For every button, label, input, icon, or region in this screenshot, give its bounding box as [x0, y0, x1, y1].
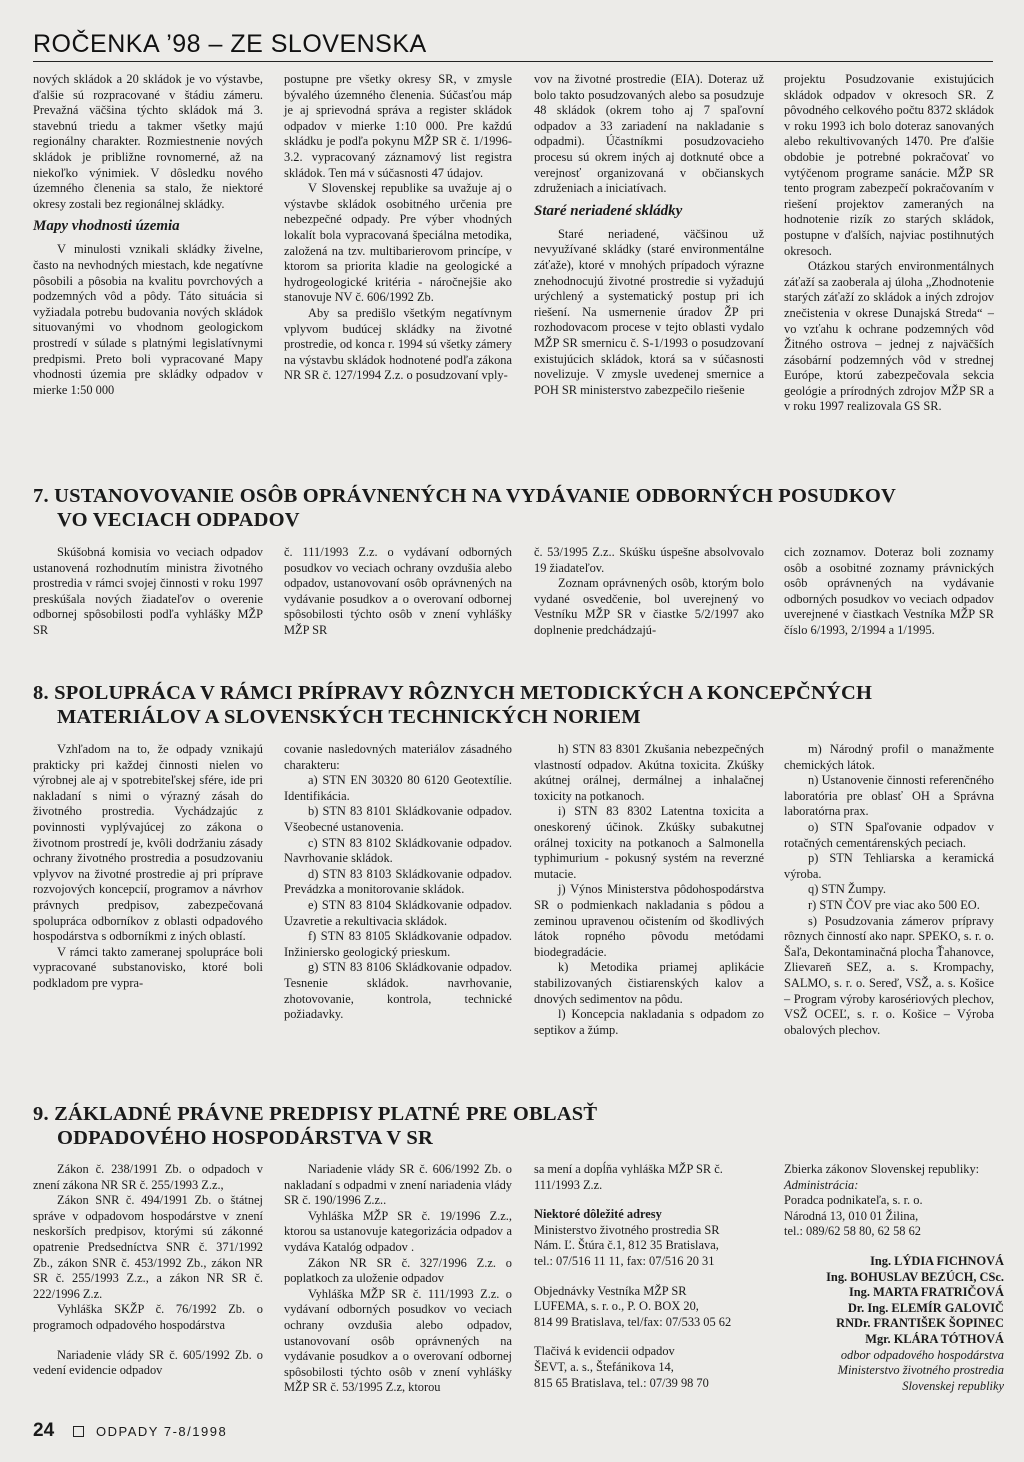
paragraph: sa mení a dopĺňa vyhláška MŽP SR č. 111/1993 Z.z. [534, 1162, 723, 1192]
list-item: e) STN 83 8104 Skládkovanie odpadov. Uzavretie a rekultivacia skládok. [284, 897, 512, 928]
spacer [784, 1240, 1004, 1254]
author-1: Ing. LÝDIA FICHNOVÁ [870, 1253, 1004, 1268]
list-item: Zákon NR SR č. 327/1996 Z.z. o poplatkoch za uloženie odpadov [284, 1255, 512, 1286]
spacer [33, 1334, 263, 1348]
address-poradca: Poradca podnikateľa, s. r. o. Národná 13, 010 01 Žilina, tel.: 089/62 58 80, 62 58 62 [784, 1193, 923, 1239]
list-item: s) Posudzovania zámerov prípravy rôznych činností ako napr. SPEKO, s. r. o. Šaľa, Dekontaminačná plocha Ťahanovce, Zlievareň SEZ, a. s. Krompachy, SALMO, s. r. o. Sereď, VSŽ, a. s. Košice – Program výroby karosériových plechov, VSŽ OCEĽ, s. r. o. Košice – Výroba obalových plechov. [784, 913, 994, 1037]
running-header [33, 30, 993, 62]
list-item: o) STN Spaľovanie odpadov v rotačných cementárenských peciach. [784, 819, 994, 850]
s7-column-3 [534, 545, 764, 639]
list-item: a) STN EN 30320 80 6120 Geotextílie. Identifikácia. [284, 773, 512, 803]
subheading-mapy: Mapy vhodnosti územia [33, 218, 180, 235]
admin-label: Administrácia: [784, 1177, 859, 1192]
paragraph: cich zoznamov. Doteraz boli zoznamy osôb a osobitné zoznamy právnických osôb oprávnených na vydávanie odborných posudkov vo veciach odpadov uverejnené v čiastkach Vestníka MŽP SR číslo 6/1993, 2/1994 a 1/1995. [784, 545, 994, 637]
s7-column-1 [33, 545, 263, 639]
section-9-title-line1: 9. ZÁKLADNÉ PRÁVNE PREDPISY PLATNÉ PRE OBLASŤ [33, 1103, 598, 1125]
list-item: c) STN 83 8102 Skládkovanie odpadov. Navrhovanie skládok. [284, 835, 512, 866]
section-8-title-line2: MATERIÁLOV A SLOVENSKÝCH TECHNICKÝCH NORIEM [57, 706, 641, 728]
list-item: Vyhláška MŽP SR č. 111/1993 Z.z. o vydávaní odborných posudkov vo veciach ochrany ovzdušia alebo odpadov, ustanovovaní osôb oprávnených na vydávanie posudkov a o overovaní odbornej spôsobilosti týchto osôb v znení vyhlášky MŽP SR č. 53/1995 Z.z, ktorou [284, 1286, 512, 1395]
affiliation-2: Ministerstvo životného prostredia [837, 1363, 1004, 1378]
spacer [534, 1330, 764, 1344]
paragraph: Staré neriadené, väčšinou už nevyužívané skládky (staré environmentálne záťaže), ktoré v mnohých prípadoch výrazne znehodnocujú životné prostredie si vyžadujú urýchlený a systematický postup pri ich riešení. Na usmernenie úradov ŽP pri rozhodovacom procese v tejto oblasti vydalo MŽP SR smernicu č. S-1/1993 o posudzovaní existujúcich skládok, ktorá sa v súčasnosti novelizuje. V zmysle uvedenej smernice a POH SR ministerstvo zabezpečilo riešenie [534, 226, 764, 397]
list-item: r) STN ČOV pre viac ako 500 EO. [808, 897, 980, 912]
paragraph: Otázkou starých environmentálnych záťaží sa zaoberala aj úloha „Zhodnotenie starých záťaží zo skládok a iných zdrojov znečistenia v okrese Dunajská Streda“ – vo vzťahu k ochrane podzemných vôd Žitného ostrova – jednej z najväčších zásobární podzemných vôd v strednej Európe, ktorú zabezpečovala sekcia geológie a prírodných zdrojov MŽP SR a v roku 1997 realizovala GS SR. [784, 259, 994, 414]
author-6: Mgr. KLÁRA TÓTHOVÁ [865, 1331, 1004, 1346]
journal-name: ODPADY 7-8/1998 [96, 1424, 228, 1439]
s7-column-4 [784, 545, 994, 639]
list-item: p) STN Tehliarska a keramická výroba. [784, 851, 994, 881]
address-sevt: Tlačivá k evidencii odpadov ŠEVT, a. s., Štefánikova 14, 815 65 Bratislava, tel.: 07/39 98 70 [534, 1344, 709, 1390]
s8-column-1 [33, 742, 263, 992]
subheading-stare: Staré neriadené skládky [534, 202, 683, 219]
s9-column-4 [784, 1162, 1004, 1394]
s7-column-2 [284, 545, 512, 639]
paragraph: Aby sa predišlo všetkým negatívnym vplyvom budúcej skládky na životné prostredie, od konca r. 1994 sú všetky zámery na výstavbu skládok hodnotené podľa zákona NR SR č. 127/1994 Z.z. o posudzovaní vply- [284, 305, 512, 383]
paragraph: V minulosti vznikali skládky živelne, často na nevhodných miestach, kde negatívne pôsobili a pôsobia na kvalitu povrchových a podzemných vôd a pôdy. Táto situácia si vyžiadala potrebu budovania nových skládok situovanými vo vhodnom geologickom prostredí v súlade s platnými legislatívnymi predpismi. Preto boli vypracované Mapy vhodnosti územia pre skládky odpadov v mierke 1:50 000 [33, 242, 263, 397]
list-item: m) Národný profil o manažmente chemických látok. [784, 742, 994, 772]
list-item: n) Ustanovenie činnosti referenčného laboratória pre oblasť OH a Správna laboratórna prax. [784, 773, 994, 819]
address-lufema: Objednávky Vestníka MŽP SR LUFEMA, s. r. o., P. O. BOX 20, 814 99 Bratislava, tel/fax: 07/533 05 62 [534, 1283, 732, 1329]
paragraph: vov na životné prostredie (EIA). Doteraz už bolo takto posudzovaných alebo sa posudzuje 48 skládok (okrem toho aj 7 spaľovní odpadov a 33 zariadení na nakladanie s odpadmi). Účastníkmi posudzovacieho procesu sú okrem iných aj dotknuté obce a verejnosť organizovaná v občianskych združeniach a iniciatívach. [534, 72, 764, 196]
s8-column-2 [284, 742, 512, 1023]
s8-column-3 [534, 742, 764, 1038]
spacer [534, 1193, 764, 1207]
list-item: covanie nasledovných materiálov zásadného charakteru: [284, 742, 512, 772]
top-column-3 [534, 72, 764, 398]
list-item: i) STN 83 8302 Latentna toxicita a oneskorený účinok. Zkúšky subakutnej orálnej toxicity na potkanoch a Salmonella typhimurium - pokusný systém na reverzné mutacie. [534, 804, 764, 881]
list-item: q) STN Žumpy. [808, 882, 887, 897]
section-7-title-line2: VO VECIACH ODPADOV [57, 509, 300, 531]
list-item: k) Metodika priamej aplikácie stabilizovaných čistiarenských kalov a dnových sedimentov na pôdu. [534, 960, 764, 1006]
addresses-heading: Niektoré dôležité adresy [534, 1207, 662, 1222]
top-column-4 [784, 72, 994, 415]
header-title: ROČENKA ’98 – ZE SLOVENSKA [33, 30, 427, 58]
s9-column-1 [33, 1162, 263, 1379]
list-item: d) STN 83 8103 Skládkovanie odpadov. Prevádzka a monitorovanie skládok. [284, 866, 512, 897]
page-number: 24 [33, 1420, 55, 1441]
top-column-2 [284, 72, 512, 384]
paragraph: Vzhľadom na to, že odpady vznikajú prakticky pri každej činnosti nielen vo výrobnej ale aj v spotrebiteľskej sfére, ide pri nakladaní s nimi o výrazný zásah do životného prostredia. Vychádzajúc z povinnosti vyplývajúcej zo zákona o životnom prostredí je, kvôli dodržaniu zásady ochrany životného prostredia a posudzovaniu vplyvov na životné prostredie aj pri príprave rozvojových koncepcií, programov a návrhov právnych predpisov, zabezpečovaná spolupráca odborníkov z oblasti odpadového hospodárstva s odborníkmi z iných oblastí. [33, 742, 263, 944]
list-item: l) Koncepcia nakladania s odpadom zo septikov a žúmp. [534, 1007, 764, 1037]
paragraph: V rámci takto zameranej spolupráce boli vypracované substanovisko, ktoré boli podkladom pre vypra- [33, 944, 263, 990]
page-footer [33, 1420, 227, 1442]
section-8-title-line1: 8. SPOLUPRÁCA V RÁMCI PRÍPRAVY RÔZNYCH METODICKÝCH A KONCEPČNÝCH [33, 682, 873, 704]
paragraph: V Slovenskej republike sa uvažuje aj o výstavbe skládok osobitného určenia pre nebezpečné odpady. Pre výber vhodných lokalít bola vypracovaná špeciálna metodika, založená na tzv. multibarierovom princípe, v ktorom sa priorita kladie na geologické a hydrogeologické kritéria - náročnejšie ako stanovuje NV č. 606/1992 Zb. [284, 181, 512, 305]
list-item: Nariadenie vlády SR č. 605/1992 Zb. o vedení evidencie odpadov [33, 1347, 263, 1378]
paragraph: postupne pre všetky okresy SR, v zmysle bývalého územného členenia. Súčasťou máp je aj sprievodná správa a register skládok odpadov v mierke 1:10 000. Pre každú skládku je podľa pokynu MŽP SR č. 1/1996-3.2. vypracovaný záznamový list registra skládok. Ten má v súčasnosti 47 údajov. [284, 72, 512, 180]
list-item: h) STN 83 8301 Zkušania nebezpečných vlastností odpadov. Akútna toxicita. Zkúšky akútnej orálnej, dermálnej a inhalačnej toxicity na potkanoch. [534, 742, 764, 803]
list-item: j) Výnos Ministerstva pôdohospodárstva SR o podmienkach nakladania s pôdou a zeminou upravenou očistením od škodlivých látok ropného pôvodu metódami biodegradácie. [534, 882, 764, 959]
list-item: Zákon SNR č. 494/1991 Zb. o štátnej správe v odpadovom hospodárstve v znení neskorších predpisov, ktorými sú zákonné opatrenie Predsedníctva SNR č. 371/1992 Zb., zákon SNR č. 453/1992 Zb., zákon NR SR č. 255/1993 Z.z., a zákon NR SR č. 222/1996 Z.z. [33, 1193, 263, 1301]
list-item: Zákon č. 238/1991 Zb. o odpadoch v znení zákona NR SR č. 255/1993 Z.z., [33, 1162, 263, 1192]
paragraph: č. 111/1993 Z.z. o vydávaní odborných posudkov vo veciach ochrany ovzdušia alebo odpadov, ustanovovaní osôb oprávnených na vydávanie posudkov a o overovaní odbornej spôsobilosti týchto osôb v znení vyhlášky MŽP SR [284, 545, 512, 637]
s9-column-3 [534, 1162, 764, 1391]
paragraph: č. 53/1995 Z.z.. Skúšku úspešne absolvovalo 19 žiadateľov. [534, 545, 764, 575]
section-8-heading [33, 681, 872, 729]
list-item: f) STN 83 8105 Skládkovanie odpadov. Inžiniersko geologický prieskum. [284, 929, 512, 959]
s8-column-4 [784, 742, 994, 1038]
s9-column-2 [284, 1162, 512, 1396]
section-7-heading [33, 484, 896, 532]
address-ministry: Ministerstvo životného prostredia SR Nám. Ľ. Štúra č.1, 812 35 Bratislava, tel.: 07/516 11 11, fax: 07/516 20 31 [534, 1222, 720, 1268]
paragraph: Zbierka zákonov Slovenskej republiky: [784, 1162, 980, 1176]
author-3: Ing. MARTA FRATRIČOVÁ [848, 1285, 1004, 1300]
list-item: b) STN 83 8101 Skládkovanie odpadov. Všeobecné ustanovenia. [284, 804, 512, 834]
spacer [534, 1270, 764, 1284]
author-2: Ing. BOHUSLAV BEZÚCH, CSc. [826, 1269, 1004, 1284]
list-item: Nariadenie vlády SR č. 606/1992 Zb. o nakladaní s odpadmi v znení nariadenia vlády SR č. 190/1996 Z.z.. [284, 1162, 512, 1208]
author-4: Dr. Ing. ELEMÍR GALOVIČ [847, 1300, 1004, 1315]
square-icon [73, 1426, 84, 1437]
paragraph: projektu Posudzovanie existujúcich skládok odpadov v okresoch SR. Z pôvodného celkového počtu 8372 skládok v roku 1993 ich bolo doteraz sanovaných alebo rekultivovaných 1470. Pre ďalšie obdobie je potrebné pokračovať vo vytýčenom programe sanácie. MŽP SR tento program zabezpečí pokračovaním v riešení projektov zameraných na hodnotenie rizík zo starých skládok, postupne v ďalších, najviac postihnutých okresoch. [784, 72, 994, 258]
top-column-1 [33, 72, 263, 398]
paragraph: nových skládok a 20 skládok je vo výstavbe, ďalšie sú rozpracované v štádiu zámeru. Prevažná väčšina týchto skládok má 3. stavebnú triedu a takmer všetky majú regionálny charakter. Rozmiestnenie nových skládok je približne rovnomerné, až na niekoľko výnimiek. V dôsledku nového územného členenia sa stalo, že niektoré okresy zostali bez regionálnej skládky. [33, 72, 263, 211]
section-9-title-line2: ODPADOVÉHO HOSPODÁRSTVA V SR [57, 1127, 434, 1149]
affiliation-1: odbor odpadového hospodárstva [840, 1347, 1004, 1362]
list-item: Vyhláška SKŽP č. 76/1992 Zb. o programoch odpadového hospodárstva [33, 1302, 263, 1332]
author-5: RNDr. FRANTIŠEK ŠOPINEC [836, 1316, 1004, 1331]
section-9-heading [33, 1102, 597, 1150]
paragraph: Zoznam oprávnených osôb, ktorým bolo vydané osvedčenie, bol uverejnený vo Vestníku MŽP SR v čiastke 5/2/1997 ako doplnenie predchádzajú- [534, 576, 764, 637]
section-7-title-line1: 7. USTANOVOVANIE OSÔB OPRÁVNENÝCH NA VYDÁVANIE ODBORNÝCH POSUDKOV [33, 485, 897, 507]
list-item: g) STN 83 8106 Skládkovanie odpadov. Tesnenie skládok. navrhovanie, zhotovovanie, kontrola, technické požiadavky. [284, 960, 512, 1022]
paragraph: Skúšobná komisia vo veciach odpadov ustanovená rozhodnutím ministra životného prostredia v rámci svojej činnosti v roku 1997 preskúšala nových žiadateľov o overenie odbornej spôsobilosti podľa vyhlášky MŽP SR [33, 545, 263, 637]
list-item: Vyhláška MŽP SR č. 19/1996 Z.z., ktorou sa ustanovuje kategorizácia odpadov a vydáva Katalóg odpadov . [284, 1208, 512, 1254]
affiliation-3: Slovenskej republiky [902, 1378, 1004, 1393]
